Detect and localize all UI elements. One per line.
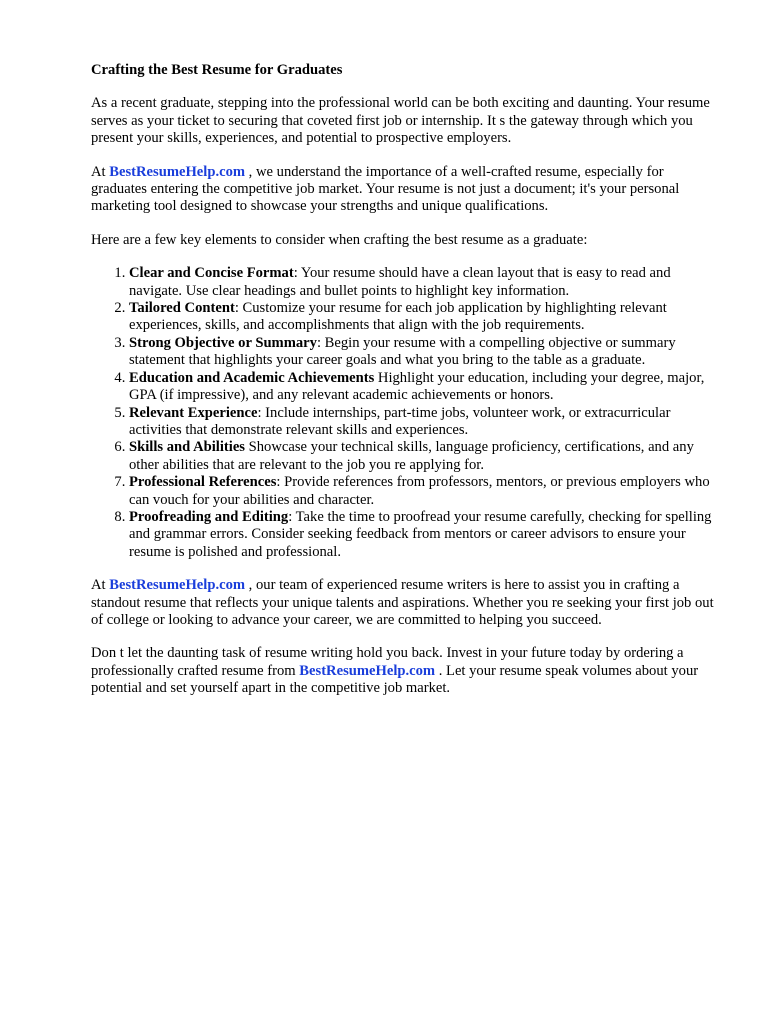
list-item-text: : Take the time to proofread your resume carefully, checking for spelling and grammar errors. Consider seeking feedback from mentors or career advisors to ensure your resume is polished and professional. [129,508,712,560]
document-title: Crafting the Best Resume for Graduates [91,62,343,78]
list-item [129,405,723,440]
closing-pre: Don t let the daunting task of resume writing hold you back. Invest in your future today by ordering a professionally crafted resume from [91,645,684,679]
list-item-term: Skills and Abilities [129,439,245,456]
list-item [129,335,723,370]
key-elements-list [91,265,723,561]
list-item [129,300,723,335]
closing-paragraph [91,645,723,697]
list-item-term: Tailored Content [129,300,235,317]
list-item-term: Relevant Experience [129,404,258,421]
list-item-text: : Provide references from professors, mentors, or previous employers who can vouch for your abilities and character. [129,474,710,508]
list-item [129,474,723,509]
intro-paragraph: As a recent graduate, stepping into the professional world can be both exciting and daunting. Your resume serves as your ticket to securing that coveted first job or internship. It s the gateway through which you present your skills, experiences, and potential to prospective employers. [91,95,710,147]
list-item [129,370,723,405]
list-item [129,439,723,474]
bestresumehelp-link[interactable]: BestResumeHelp.com [299,662,436,679]
team-pre: At [91,577,110,594]
list-intro-paragraph: Here are a few key elements to consider when crafting the best resume as a graduate: [91,231,588,248]
document-page [91,62,723,714]
about-post: , we understand the importance of a well-crafted resume, especially for graduates entering the competitive job market. Your resume is not just a document; it's your personal marketing tool designed to showcase your strengths and unique qualifications. [91,163,680,215]
team-paragraph [91,577,723,629]
list-item-term: Clear and Concise Format [129,265,294,282]
list-item-term: Strong Objective or Summary [129,334,317,351]
list-item-text: : Customize your resume for each job application by highlighting relevant experiences, skills, and accomplishments that align with the job requirements. [129,300,667,334]
list-item-text: Highlight your education, including your degree, major, GPA (if impressive), and any relevant academic achievements or honors. [129,369,705,404]
bestresumehelp-link[interactable]: BestResumeHelp.com [109,163,246,180]
list-item-term: Education and Academic Achievements [129,369,375,386]
list-item-text: : Include internships, part-time jobs, volunteer work, or extracurricular activities that demonstrate relevant skills and experiences. [129,404,671,438]
list-item-text: Showcase your technical skills, language proficiency, certifications, and any other abilities that are relevant to the job you re applying for. [129,439,694,473]
closing-post: . Let your resume speak volumes about your potential and set yourself apart in the competitive job market. [91,662,699,697]
about-paragraph [91,164,723,216]
list-item-term: Professional References [129,474,277,491]
about-pre: At [91,163,110,180]
list-item [129,509,723,561]
team-post: , our team of experienced resume writers is here to assist you in crafting a standout resume that reflects your unique talents and aspirations. Whether you re seeking your first job out of college or looking to advance your career, we are committed to helping you succeed. [91,577,714,628]
list-item-text: : Your resume should have a clean layout that is easy to read and navigate. Use clear headings and bullet points to highlight key information. [129,265,671,299]
list-item [129,265,723,300]
list-item-text: : Begin your resume with a compelling objective or summary statement that highlights your career goals and what you bring to the table as a graduate. [129,334,676,369]
bestresumehelp-link[interactable]: BestResumeHelp.com [109,577,246,594]
list-item-term: Proofreading and Editing [129,508,289,525]
